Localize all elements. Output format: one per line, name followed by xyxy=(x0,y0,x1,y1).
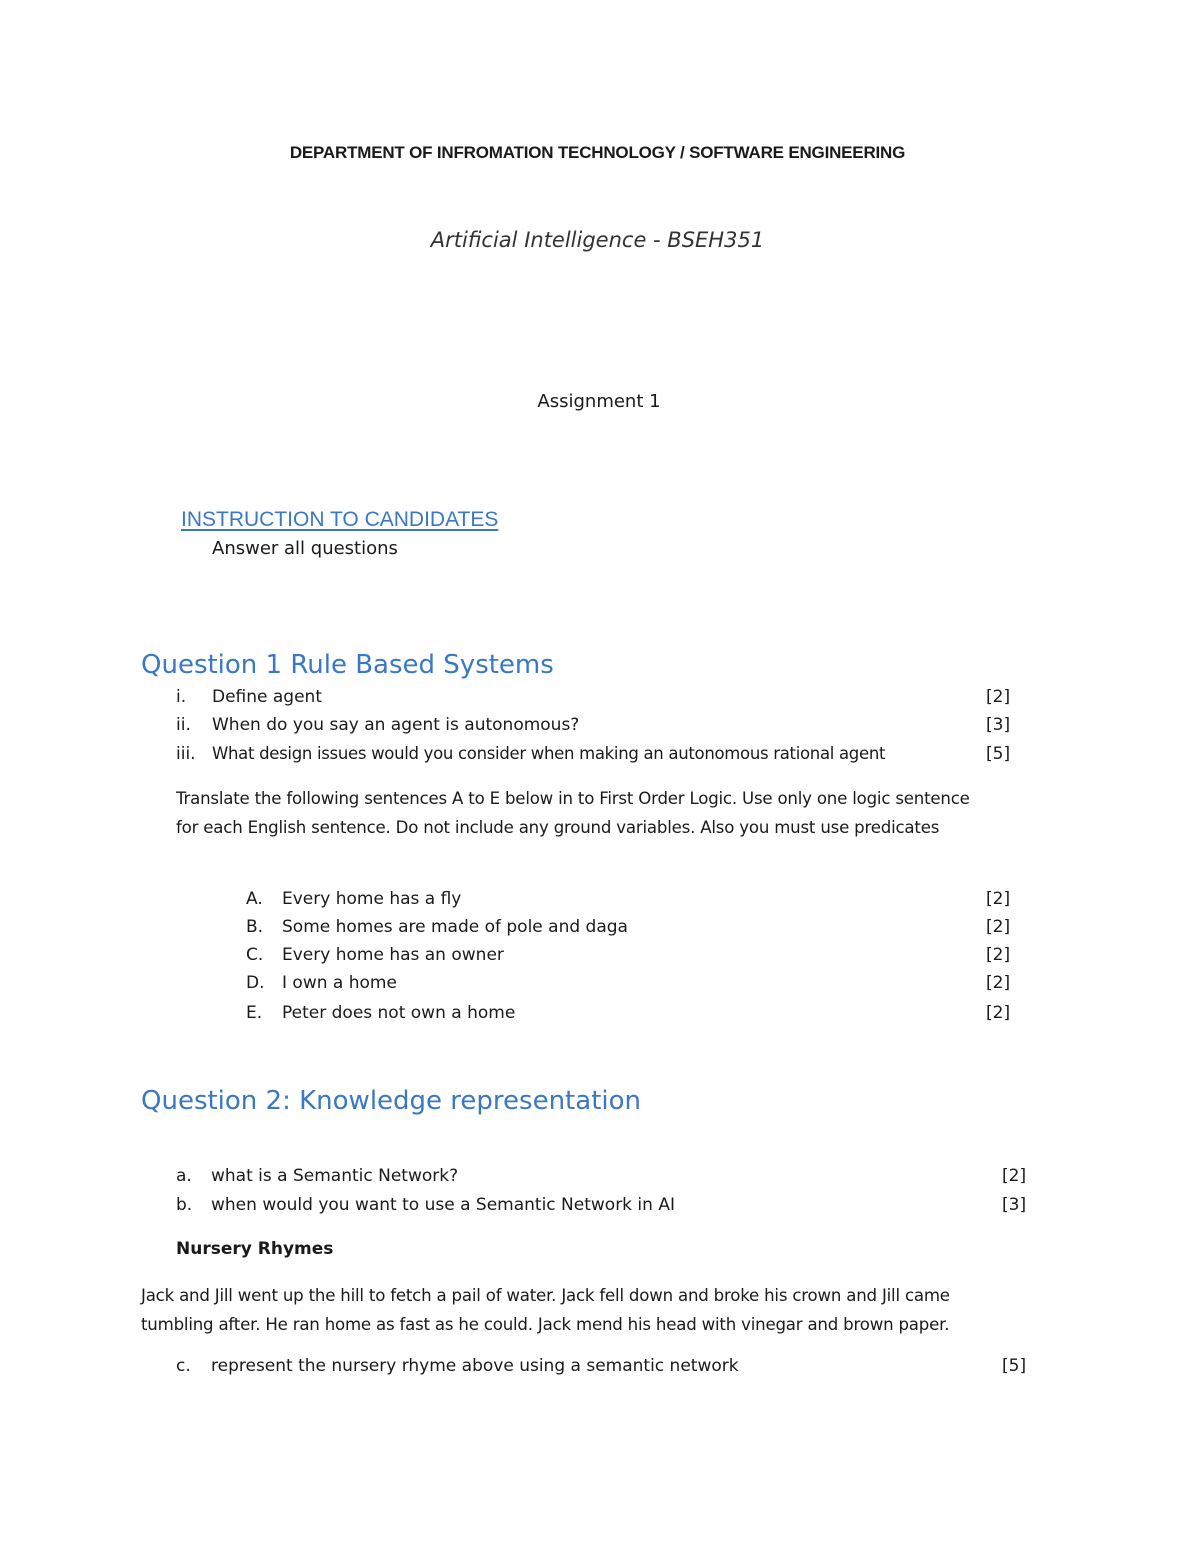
item-marker: c. xyxy=(176,1356,191,1376)
item-text: when would you want to use a Semantic Network in AI xyxy=(211,1195,675,1215)
item-marker: ii. xyxy=(176,715,191,735)
assignment-title: Assignment 1 xyxy=(537,391,661,412)
translate-instructions-line-2: for each English sentence. Do not include any ground variables. Also you must use predicates xyxy=(176,818,940,837)
item-text: Peter does not own a home xyxy=(282,1003,516,1023)
item-marker: iii. xyxy=(176,744,196,764)
rhyme-line-1: Jack and Jill went up the hill to fetch a pail of water. Jack fell down and broke his crown and Jill came xyxy=(141,1286,950,1305)
rhyme-line-2: tumbling after. He ran home as fast as he could. Jack mend his head with vinegar and brown paper. xyxy=(141,1315,950,1334)
item-marker: B. xyxy=(246,917,264,937)
item-mark: [3] xyxy=(986,715,1011,735)
item-text: When do you say an agent is autonomous? xyxy=(212,715,580,735)
item-text: What design issues would you consider when making an autonomous rational agent xyxy=(212,744,886,763)
item-mark: [3] xyxy=(1002,1195,1027,1215)
item-mark: [2] xyxy=(986,917,1011,937)
item-mark: [2] xyxy=(986,945,1011,965)
instructions-heading: INSTRUCTION TO CANDIDATES xyxy=(181,508,499,531)
translate-instructions-line-1: Translate the following sentences A to E below in to First Order Logic. Use only one logic sentence xyxy=(176,789,970,808)
item-mark: [2] xyxy=(986,1003,1011,1023)
course-title: Artificial Intelligence - BSEH351 xyxy=(430,228,765,252)
item-marker: a. xyxy=(176,1166,192,1186)
item-marker: E. xyxy=(246,1003,263,1023)
item-marker: i. xyxy=(176,687,187,707)
item-mark: [2] xyxy=(1002,1166,1027,1186)
question-1-heading: Question 1 Rule Based Systems xyxy=(141,650,554,680)
item-marker: b. xyxy=(176,1195,193,1215)
item-text: Some homes are made of pole and daga xyxy=(282,917,628,937)
item-mark: [2] xyxy=(986,687,1011,707)
item-mark: [2] xyxy=(986,889,1011,909)
item-text: I own a home xyxy=(282,973,397,993)
instructions-text: Answer all questions xyxy=(212,538,398,559)
item-text: represent the nursery rhyme above using a semantic network xyxy=(211,1356,739,1376)
nursery-rhymes-subheading: Nursery Rhymes xyxy=(176,1239,334,1259)
item-marker: A. xyxy=(246,889,263,909)
item-text: Every home has a fly xyxy=(282,889,462,909)
item-text: what is a Semantic Network? xyxy=(211,1166,459,1186)
item-text: Define agent xyxy=(212,687,323,707)
item-mark: [5] xyxy=(1002,1356,1027,1376)
item-marker: C. xyxy=(246,945,264,965)
item-text: Every home has an owner xyxy=(282,945,504,965)
item-marker: D. xyxy=(246,973,265,993)
question-2-heading: Question 2: Knowledge representation xyxy=(141,1086,641,1116)
item-mark: [5] xyxy=(986,744,1011,764)
item-mark: [2] xyxy=(986,973,1011,993)
department-title: DEPARTMENT OF INFROMATION TECHNOLOGY / SOFTWARE ENGINEERING xyxy=(289,143,906,162)
